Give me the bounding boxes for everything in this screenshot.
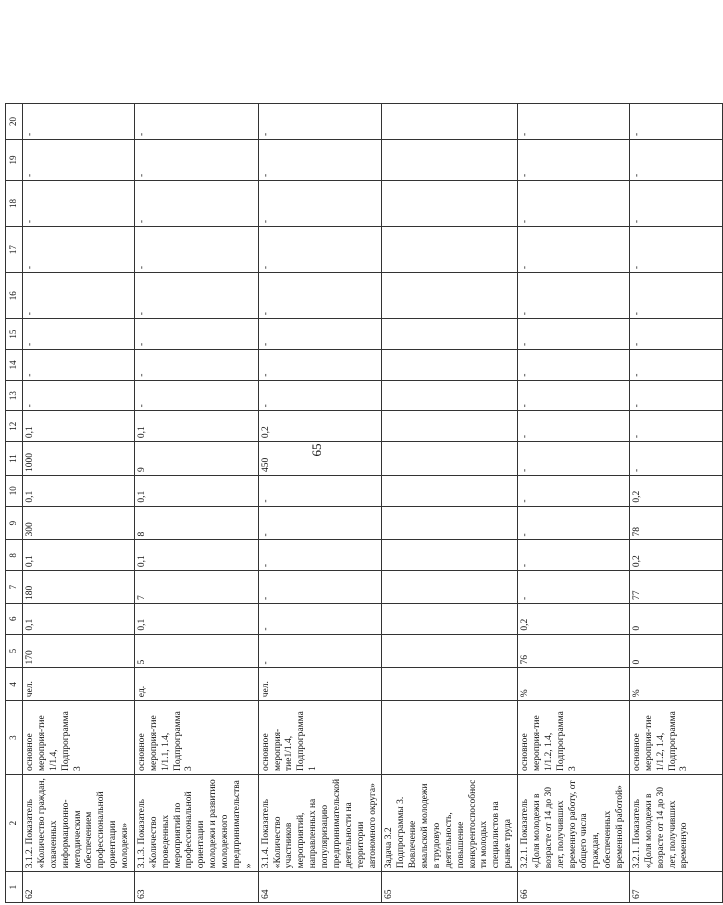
table-cell — [382, 319, 518, 350]
table-cell: 5 — [134, 634, 258, 668]
table-cell: 0,1 — [23, 475, 135, 506]
table-cell: - — [518, 180, 630, 226]
table-cell: 0 — [629, 603, 722, 634]
table-cell: - — [258, 104, 382, 140]
table-cell: - — [23, 140, 135, 181]
table-cell: - — [23, 273, 135, 319]
table-cell: 64 — [258, 872, 382, 903]
table-cell: - — [518, 349, 630, 380]
table-cell: - — [258, 540, 382, 571]
table-cell: - — [23, 319, 135, 350]
table-row — [518, 104, 630, 903]
table-cell: - — [518, 411, 630, 442]
table-cell: - — [258, 140, 382, 181]
table-cell: 180 — [23, 571, 135, 604]
table-cell: % — [518, 668, 630, 701]
table-cell: - — [258, 475, 382, 506]
table-cell: - — [258, 319, 382, 350]
column-header: 5 — [6, 634, 23, 668]
table-cell: - — [629, 104, 722, 140]
table-cell — [382, 227, 518, 273]
table-cell: - — [629, 411, 722, 442]
table-cell: - — [134, 349, 258, 380]
table-cell: 67 — [629, 872, 722, 903]
table-cell — [382, 668, 518, 701]
table-cell — [382, 701, 518, 775]
table-cell: - — [134, 180, 258, 226]
table-cell: 0,1 — [134, 411, 258, 442]
table-cell: 0,1 — [23, 411, 135, 442]
table-cell — [382, 104, 518, 140]
column-header: 3 — [6, 701, 23, 775]
table-cell: - — [518, 475, 630, 506]
table-cell: - — [258, 634, 382, 668]
table-cell: 0,2 — [518, 603, 630, 634]
table-cell: - — [258, 506, 382, 540]
table-header-row — [6, 104, 23, 903]
table-cell: - — [518, 104, 630, 140]
table-cell: - — [518, 227, 630, 273]
table-cell: - — [258, 380, 382, 411]
table-cell: 3.1.2. Показатель «Количество граждан, охваченных информационно-методическим обеспечением профессиональной ориентации молодежи» — [23, 774, 135, 871]
table-cell: 170 — [23, 634, 135, 668]
table-cell: Задача 3.2 Подпрограммы 3. Вовлечение ямальской молодежи в трудовую деятельность, повышение конкурентоспособности молодых специалистов на рынке труда — [382, 774, 518, 871]
table-cell: ед. — [134, 668, 258, 701]
table-row — [629, 104, 722, 903]
table-cell: 77 — [629, 571, 722, 604]
table-cell: - — [518, 273, 630, 319]
table-cell — [382, 571, 518, 604]
indicator-table-container — [5, 103, 690, 903]
table-cell: 78 — [629, 506, 722, 540]
table-cell: - — [258, 273, 382, 319]
table-cell — [382, 180, 518, 226]
table-cell: - — [518, 540, 630, 571]
table-cell: - — [134, 140, 258, 181]
table-cell: 0 — [629, 634, 722, 668]
table-cell: 300 — [23, 506, 135, 540]
table-cell: - — [629, 319, 722, 350]
table-cell: - — [518, 319, 630, 350]
table-cell: 0,2 — [258, 411, 382, 442]
column-header: 14 — [6, 349, 23, 380]
table-cell — [382, 475, 518, 506]
table-cell: 0,1 — [23, 603, 135, 634]
table-cell: - — [258, 571, 382, 604]
table-cell: - — [258, 349, 382, 380]
table-cell: 65 — [382, 872, 518, 903]
column-header: 10 — [6, 475, 23, 506]
column-header: 9 — [6, 506, 23, 540]
indicator-table — [5, 103, 723, 903]
table-cell: - — [629, 227, 722, 273]
column-header: 15 — [6, 319, 23, 350]
table-row — [23, 104, 135, 903]
column-header: 11 — [6, 442, 23, 476]
table-cell: - — [629, 442, 722, 476]
table-cell: - — [518, 506, 630, 540]
table-cell: 0,1 — [23, 540, 135, 571]
table-cell: 9 — [134, 442, 258, 476]
table-cell — [382, 349, 518, 380]
table-cell: 62 — [23, 872, 135, 903]
table-cell: 66 — [518, 872, 630, 903]
table-cell: основное мероприя-тие 1/1.1, 1.4, Подпрограмма 3 — [134, 701, 258, 775]
table-cell: чел. — [258, 668, 382, 701]
table-cell: - — [134, 227, 258, 273]
table-cell: - — [518, 380, 630, 411]
table-cell: основное мероприя-тие 1/1.4, Подпрограмма 3 — [23, 701, 135, 775]
table-cell: 1000 — [23, 442, 135, 476]
table-cell: 7 — [134, 571, 258, 604]
table-cell: - — [23, 349, 135, 380]
table-cell — [382, 273, 518, 319]
table-cell: - — [258, 603, 382, 634]
table-cell: - — [629, 349, 722, 380]
column-header: 6 — [6, 603, 23, 634]
table-cell: % — [629, 668, 722, 701]
table-cell: 3.1.3. Показатель «Количество проведенных мероприятий по профессиональной ориентации молодежи и развитию молодежного предпринимательства» — [134, 774, 258, 871]
table-row — [134, 104, 258, 903]
table-cell — [382, 603, 518, 634]
table-cell: - — [629, 180, 722, 226]
table-cell — [382, 380, 518, 411]
table-cell: 0,2 — [629, 475, 722, 506]
column-header: 19 — [6, 140, 23, 181]
table-cell: - — [258, 227, 382, 273]
column-header: 1 — [6, 872, 23, 903]
table-cell: 3.2.1. Показатель «Доля молодежи в возрасте от 14 до 30 лет, получивших временную работу, от общего числа граждан, обеспеченных временной работой» — [518, 774, 630, 871]
table-cell: 8 — [134, 506, 258, 540]
table-row — [258, 104, 382, 903]
table-cell — [382, 540, 518, 571]
table-cell: - — [258, 180, 382, 226]
table-cell: - — [518, 140, 630, 181]
table-cell: - — [23, 180, 135, 226]
table-cell: - — [23, 104, 135, 140]
table-cell: 450 — [258, 442, 382, 476]
table-cell: - — [134, 104, 258, 140]
table-cell: основное мероприя-тие 1/1.2, 1.4, Подпрограмма 3 — [518, 701, 630, 775]
table-cell: - — [134, 380, 258, 411]
column-header: 17 — [6, 227, 23, 273]
table-cell — [382, 634, 518, 668]
table-cell — [382, 411, 518, 442]
column-header: 7 — [6, 571, 23, 604]
table-cell: 3.2.1. Показатель «Доля молодежи в возрасте от 14 до 30 лет, получивших временную — [629, 774, 722, 871]
table-cell: 0,2 — [629, 540, 722, 571]
column-header: 18 — [6, 180, 23, 226]
table-cell: - — [518, 442, 630, 476]
column-header: 16 — [6, 273, 23, 319]
table-cell: - — [518, 571, 630, 604]
table-cell: - — [134, 319, 258, 350]
table-cell — [382, 140, 518, 181]
table-cell: - — [629, 140, 722, 181]
column-header: 13 — [6, 380, 23, 411]
table-cell — [382, 442, 518, 476]
table-cell: основное мероприя-тие1/1.4, Подпрограмма 1 — [258, 701, 382, 775]
table-cell: 0,1 — [134, 475, 258, 506]
table-cell: основное мероприя-тие 1/1.2, 1.4, Подпрограмма 3 — [629, 701, 722, 775]
table-cell: - — [629, 273, 722, 319]
table-cell: 0,1 — [134, 540, 258, 571]
table-cell: - — [23, 380, 135, 411]
column-header: 12 — [6, 411, 23, 442]
page-number: 65 — [309, 443, 324, 457]
table-cell: 3.1.4. Показатель «Количество участников мероприятий, направленных на популяризацию предпринимательской деятельности на территории автономного округа» — [258, 774, 382, 871]
table-cell: - — [134, 273, 258, 319]
table-row — [382, 104, 518, 903]
table-cell: 63 — [134, 872, 258, 903]
table-cell: 0,1 — [134, 603, 258, 634]
column-header: 2 — [6, 774, 23, 871]
column-header: 8 — [6, 540, 23, 571]
column-header: 4 — [6, 668, 23, 701]
table-cell: 76 — [518, 634, 630, 668]
table-cell — [382, 506, 518, 540]
column-header: 20 — [6, 104, 23, 140]
table-cell: - — [629, 380, 722, 411]
table-cell: - — [23, 227, 135, 273]
table-cell: чел. — [23, 668, 135, 701]
